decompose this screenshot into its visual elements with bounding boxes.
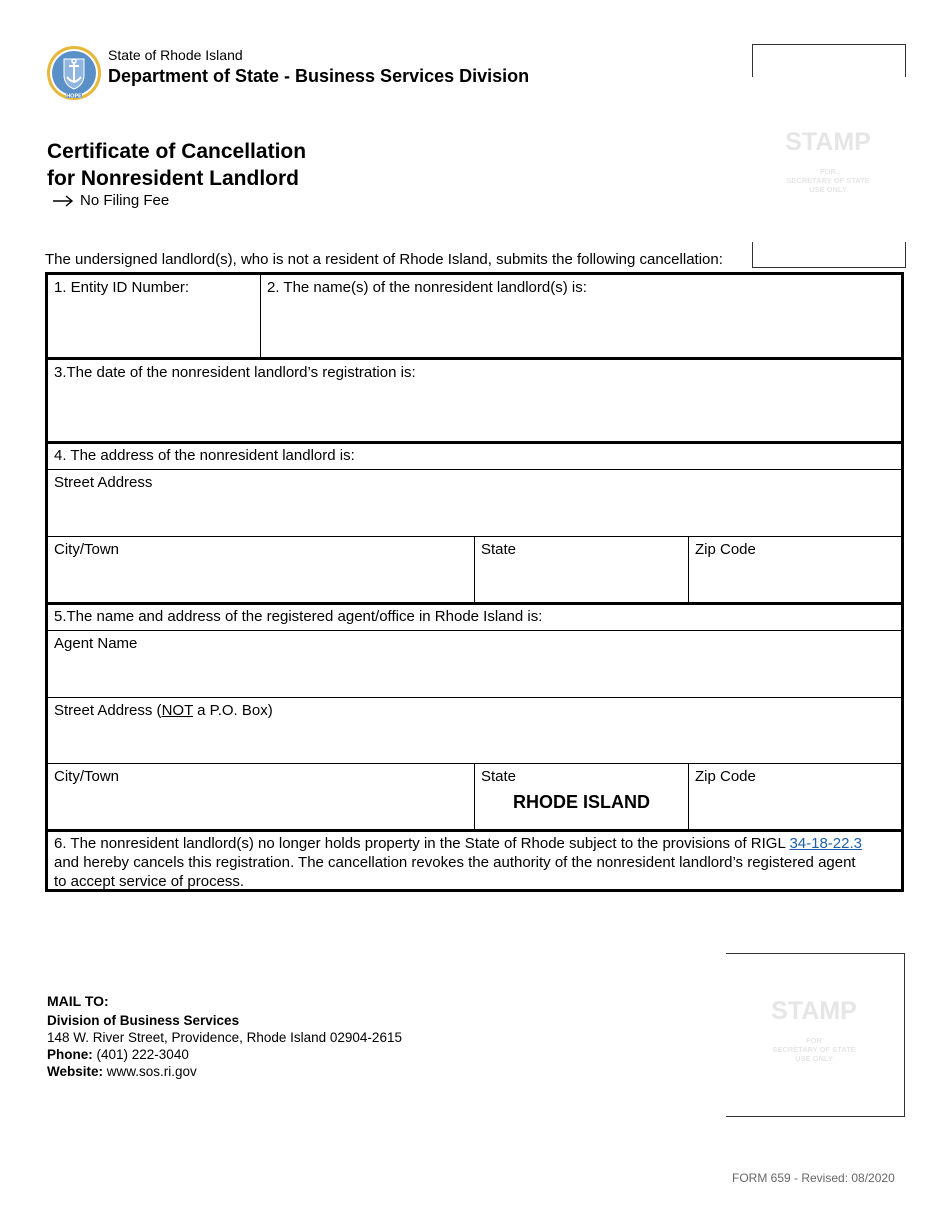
stamp-line: SECRETARY OF STATE <box>772 1045 856 1054</box>
title-line-1: Certificate of Cancellation <box>47 140 307 163</box>
entity-id-field[interactable] <box>48 275 260 357</box>
page-title <box>47 138 306 192</box>
stamp-line: FOR <box>820 167 836 176</box>
zip-field[interactable] <box>689 537 901 602</box>
agent-zip-label: Zip Code <box>695 768 756 785</box>
agent-street-label: Street Address (NOT a P.O. Box) <box>54 702 273 719</box>
mail-address: 148 W. River Street, Providence, Rhode Island 02904-2615 <box>47 1030 402 1045</box>
agent-street-address-field[interactable] <box>48 698 901 763</box>
stamp-word: STAMP <box>771 997 857 1025</box>
landlord-names-label: 2. The name(s) of the nonresident landlord(s) is: <box>267 279 587 296</box>
state-field[interactable] <box>475 537 688 602</box>
entity-id-label: 1. Entity ID Number: <box>54 279 190 296</box>
agent-state-field <box>475 764 688 829</box>
item-6-statement <box>48 832 901 889</box>
zip-label: Zip Code <box>695 541 756 558</box>
address-section-header <box>48 444 901 469</box>
agent-city-label: City/Town <box>54 768 120 785</box>
agent-name-field[interactable] <box>48 631 901 697</box>
city-label: City/Town <box>54 541 120 558</box>
landlord-names-field[interactable] <box>261 275 901 357</box>
state-name: State of Rhode Island <box>108 47 243 63</box>
seal-motto: HOPE <box>66 93 82 100</box>
not-emphasis: NOT <box>161 702 193 719</box>
intro-statement: The undersigned landlord(s), who is not a resident of Rhode Island, submits the following cancellation: <box>45 251 723 268</box>
city-field[interactable] <box>48 537 474 602</box>
item-6-line-3: to accept service of process. <box>54 873 245 890</box>
state-seal-logo <box>46 45 102 101</box>
street-address-label: Street Address <box>54 474 153 491</box>
mail-phone: Phone: (401) 222-3040 <box>47 1047 189 1062</box>
stamp-line: SECRETARY OF STATE <box>786 176 870 185</box>
registration-date-label: 3.The date of the nonresident landlord’s registration is: <box>54 364 416 381</box>
department-name: Department of State - Business Services Division <box>108 66 530 86</box>
stamp-line: USE ONLY <box>795 1054 833 1063</box>
stamp-word: STAMP <box>785 128 871 156</box>
form-number: FORM 659 - Revised: 08/2020 <box>732 1171 895 1185</box>
item-6-line-2: and hereby cancels this registration. The cancellation revokes the authority of the nonresident landlord’s registered agent <box>54 854 856 871</box>
cancellation-form <box>45 272 904 892</box>
stamp-area-top <box>772 128 884 194</box>
agent-state-value: RHODE ISLAND <box>512 792 650 812</box>
fee-note <box>52 192 169 209</box>
street-address-field[interactable] <box>48 470 901 536</box>
agent-zip-field[interactable] <box>689 764 901 829</box>
registration-date-field[interactable] <box>48 360 901 441</box>
agent-state-label: State <box>481 768 517 785</box>
address-section-label: 4. The address of the nonresident landlord is: <box>54 447 355 464</box>
fee-note-text: No Filing Fee <box>80 192 170 209</box>
item-6-text: 6. The nonresident landlord(s) no longer holds property in the State of Rhode subject to the provisions of RIGL <box>54 835 786 852</box>
agent-name-label: Agent Name <box>54 635 138 652</box>
mail-to-block <box>47 993 402 1080</box>
agent-section-label: 5.The name and address of the registered agent/office in Rhode Island is: <box>54 608 543 625</box>
agent-section-header <box>48 605 901 630</box>
state-label: State <box>481 541 517 558</box>
filing-date-box <box>752 242 906 268</box>
stamp-area-bottom <box>758 997 870 1063</box>
arrow-right-icon <box>52 195 74 207</box>
title-line-2: for Nonresident Landlord <box>47 167 299 190</box>
mail-website: Website: www.sos.ri.gov <box>47 1064 197 1079</box>
mail-heading: MAIL TO: <box>47 993 109 1009</box>
stamp-line: FOR <box>806 1036 822 1045</box>
rigl-link[interactable]: 34-18-22.3 <box>789 835 862 852</box>
stamp-line: USE ONLY <box>809 185 847 194</box>
agent-city-field[interactable] <box>48 764 474 829</box>
filing-number-box <box>752 44 906 77</box>
mail-division: Division of Business Services <box>47 1013 240 1028</box>
